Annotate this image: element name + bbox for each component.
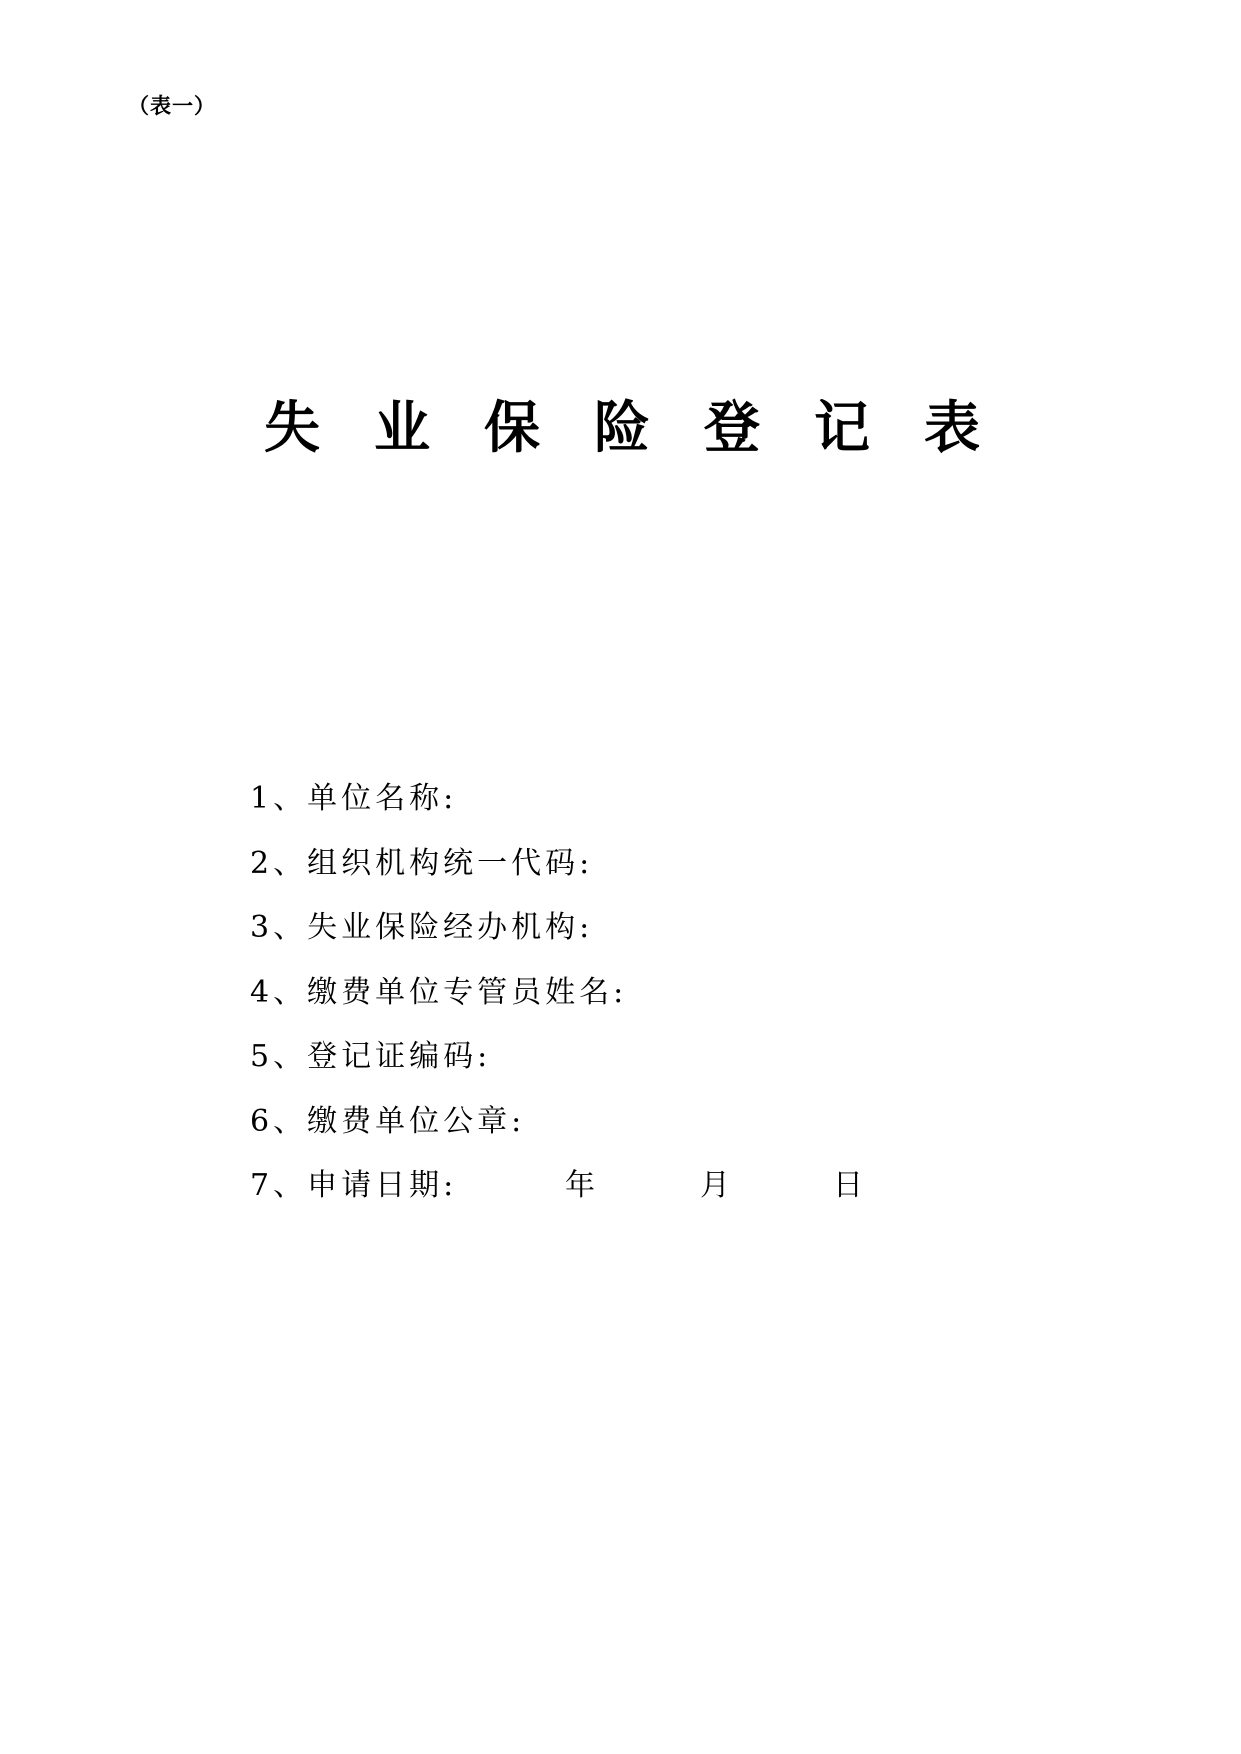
- field-label: 登记证编码:: [307, 1039, 492, 1074]
- form-number: （表一）: [128, 94, 216, 118]
- title-char: 失: [264, 396, 320, 461]
- title-char: 业: [374, 396, 430, 461]
- field-unit-name: [250, 776, 950, 841]
- title-char: 险: [594, 396, 650, 461]
- field-registration-code: [250, 1034, 950, 1099]
- field-org-code: [250, 841, 950, 906]
- field-label: 单位名称:: [307, 781, 458, 816]
- field-insurance-agency: [250, 905, 950, 970]
- title-char: 保: [484, 396, 540, 461]
- field-label: 缴费单位专管员姓名:: [307, 974, 628, 1010]
- field-number: 2、: [250, 845, 308, 881]
- field-label: 申请日期:: [307, 1168, 458, 1203]
- date-day-label: 日: [833, 1168, 867, 1203]
- title-char: 登: [704, 396, 760, 461]
- field-contact-name: [250, 970, 950, 1035]
- field-application-date: [250, 1163, 950, 1228]
- field-number: 5、: [250, 1039, 308, 1074]
- field-label: 缴费单位公章:: [307, 1103, 526, 1139]
- title-char: 记: [814, 396, 870, 461]
- date-month-label: 月: [700, 1168, 734, 1203]
- field-number: 6、: [250, 1103, 308, 1139]
- form-fields: [250, 776, 950, 1228]
- field-official-seal: [250, 1099, 950, 1164]
- field-number: 7、: [250, 1168, 308, 1203]
- document-title: [262, 395, 982, 463]
- field-label: 失业保险经办机构:: [307, 910, 594, 945]
- field-number: 4、: [250, 974, 308, 1010]
- title-char: 表: [924, 396, 980, 461]
- date-year-label: 年: [565, 1168, 599, 1203]
- field-number: 1、: [250, 781, 308, 816]
- field-label: 组织机构统一代码:: [307, 845, 594, 881]
- field-number: 3、: [250, 910, 308, 945]
